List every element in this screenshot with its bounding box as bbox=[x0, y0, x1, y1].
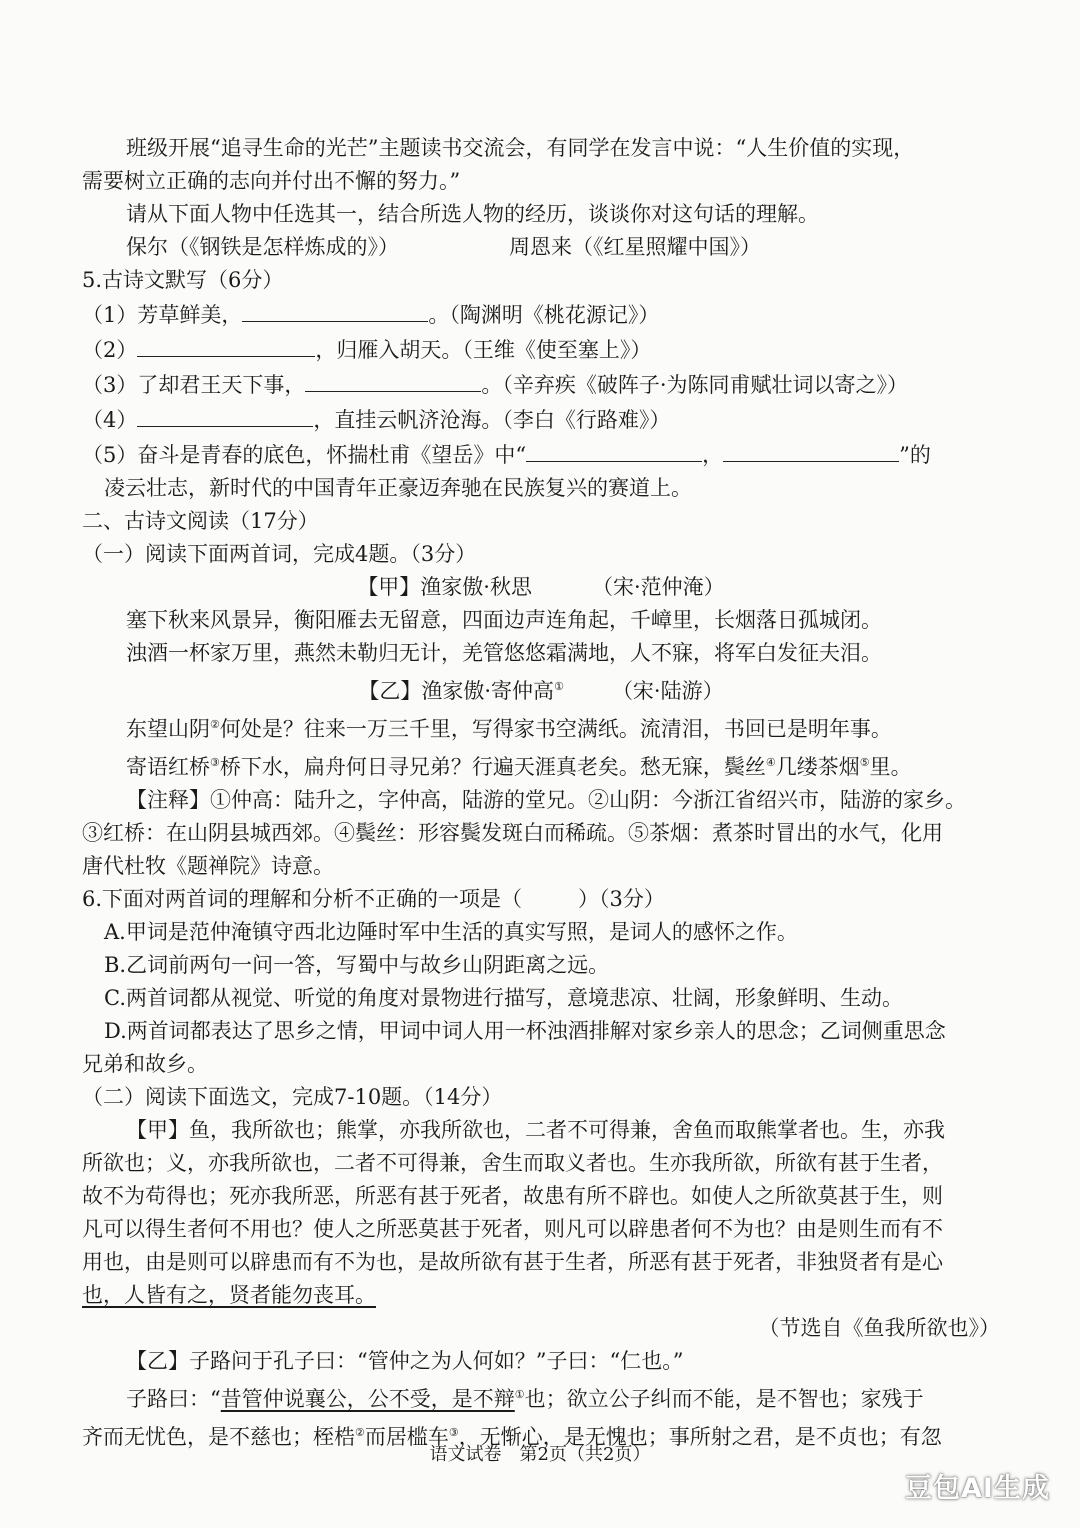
item-text: 。（辛弃疾《破阵子·为陈同甫赋壮词以寄之》） bbox=[481, 373, 909, 397]
poem-title bbox=[82, 670, 1000, 708]
poem-line bbox=[82, 708, 1000, 746]
stem-text: 6.下面对两首词的理解和分析不正确的一项是（ bbox=[82, 887, 523, 911]
answer-blank[interactable] bbox=[137, 402, 313, 427]
item-text: ，直挂云帆济沧海。（李白《行路难》） bbox=[313, 408, 671, 432]
page-footer: 语文试卷 第2页（共2页） bbox=[429, 1444, 651, 1465]
underlined-sentence: 昔管仲说襄公，公不受，是不辩 bbox=[220, 1387, 515, 1411]
item-text: （3）了却君王天下事， bbox=[82, 373, 306, 397]
poem-text: 东望山阴 bbox=[126, 717, 210, 741]
footnote-mark: ② bbox=[210, 718, 220, 731]
choice-b: B.乙词前两句一问一答，写蜀中与故乡山阴距离之远。 bbox=[104, 953, 610, 977]
passage-line bbox=[82, 1378, 1000, 1416]
answer-blank[interactable] bbox=[723, 437, 899, 462]
passage-text: ，无惭心，是无愧也；事所射之君，是不贞也；有忽 bbox=[458, 1425, 942, 1449]
footnote-mark: ⑤ bbox=[859, 756, 870, 769]
item-text: ”的 bbox=[899, 443, 931, 467]
fill-item bbox=[82, 332, 1000, 367]
footnote-mark: ① bbox=[514, 1388, 525, 1401]
passage-line: 所欲也；义，亦我所欲也，二者不可得兼，舍生而取义者也。生亦我所欲，所欲有甚于生者， bbox=[82, 1151, 943, 1175]
poem-text: 几缕茶烟 bbox=[775, 755, 860, 779]
choice-a: A.甲词是范仲淹镇守西北边陲时军中生活的真实写照，是词人的感怀之作。 bbox=[104, 920, 798, 944]
stem-text: ）（3分） bbox=[578, 887, 665, 911]
annotation: 唐代杜牧《题禅院》诗意。 bbox=[82, 854, 334, 878]
poem-text: 里。 bbox=[869, 755, 912, 779]
answer-blank[interactable] bbox=[242, 297, 428, 322]
choice-d-cont: 兄弟和故乡。 bbox=[82, 1052, 208, 1076]
passage-line: 凡可以得生者何不用也？使人之所恶莫甚于死者，则凡可以辟患者何不为也？由是则生而有不 bbox=[82, 1217, 943, 1241]
poem-text: 寄语红桥 bbox=[126, 755, 210, 779]
paragraph: 请从下面人物中任选其一，结合所选人物的经历，谈谈你对这句话的理解。 bbox=[126, 202, 819, 226]
footnote-mark: ④ bbox=[765, 756, 776, 769]
question-title: 5.古诗文默写（6分） bbox=[82, 268, 284, 292]
item-text: （2） bbox=[82, 338, 138, 362]
item-text: （4） bbox=[82, 408, 138, 432]
paragraph: 班级开展“追寻生命的光芒”主题读书交流会，有同学在发言中说：“人生价值的实现， bbox=[126, 136, 915, 160]
item-text: ，归雁入胡天。（王维《使至塞上》） bbox=[315, 338, 652, 362]
passage-text: 而居槛车 bbox=[364, 1425, 449, 1449]
item-text: （5）奋斗是青春的底色，怀揣杜甫《望岳》中“ bbox=[82, 443, 527, 467]
poem-name: 【乙】渔家傲·寄仲高 bbox=[358, 679, 555, 703]
paragraph: 凌云壮志，新时代的中国青年正豪迈奔驰在民族复兴的赛道上。 bbox=[104, 476, 692, 500]
annotation: ③红桥：在山阴县城西郊。④鬓丝：形容鬓发斑白而稀疏。⑤茶烟：煮茶时冒出的水气，化用 bbox=[82, 821, 943, 845]
annotation: 【注释】①仲高：陆升之，字仲高，陆游的堂兄。②山阴：今浙江省绍兴市，陆游的家乡。 bbox=[126, 788, 966, 812]
footnote-mark: ① bbox=[554, 680, 564, 693]
poem-author: （宋·范仲淹） bbox=[592, 575, 725, 599]
passage-text: 子路曰：“ bbox=[126, 1387, 221, 1411]
watermark: 豆包AI生成 bbox=[905, 1473, 1050, 1504]
item-text: （1）芳草鲜美， bbox=[82, 303, 243, 327]
poem-line: 塞下秋来风景异，衡阳雁去无留意，四面边声连角起，千嶂里，长烟落日孤城闭。 bbox=[126, 608, 882, 632]
poem-line: 浊酒一杯家万里，燕然未勒归无计，羌管悠悠霜满地，人不寐，将军白发征夫泪。 bbox=[126, 641, 882, 665]
choice-d: D.两首词都表达了思乡之情，甲词中词人用一杯浊酒排解对家乡亲人的思念；乙词侧重思念 bbox=[104, 1019, 946, 1043]
option-zhou: 周恩来（《红星照耀中国》） bbox=[509, 235, 761, 259]
character-options bbox=[82, 231, 1000, 264]
passage-text: 也；欲立公子纠而不能，是不智也；家残于 bbox=[524, 1387, 924, 1411]
passage-line: 【乙】子路问于孔子曰：“管仲之为人何如？”子曰：“仁也。” bbox=[126, 1349, 684, 1373]
poem-text: 桥下水，扁舟何日寻兄弟？行遍天涯真老矣。愁无寐，鬓丝 bbox=[219, 755, 766, 779]
footnote-mark: ③ bbox=[448, 1426, 459, 1439]
paragraph: 需要树立正确的志向并付出不懈的努力。” bbox=[82, 169, 461, 193]
fill-item bbox=[82, 437, 1000, 472]
poem-text: 何处是？往来一万三千里，写得家书空满纸。流清泪，书回已是明年事。 bbox=[219, 717, 892, 741]
section-title: 二、古诗文阅读（17分） bbox=[82, 509, 319, 533]
underlined-sentence: 也，人皆有之，贤者能勿丧耳。 bbox=[82, 1283, 376, 1307]
option-paul: 保尔（《钢铁是怎样炼成的》） bbox=[126, 235, 399, 259]
footnote-mark: ③ bbox=[210, 756, 220, 769]
question-stem bbox=[82, 883, 1000, 916]
part-title: （一）阅读下面两首词，完成4题。（3分） bbox=[82, 542, 477, 566]
passage-line bbox=[82, 1279, 1000, 1312]
passage-source: （节选自《鱼我所欲也》） bbox=[758, 1316, 1000, 1340]
answer-blank[interactable] bbox=[526, 437, 702, 462]
footnote-mark: ② bbox=[355, 1426, 365, 1439]
passage-line: 用也，由是则可以辟患而有不为也，是故所欲有甚于生者，所恶有甚于死者，非独贤者有是心 bbox=[82, 1250, 943, 1274]
poem-title bbox=[82, 571, 1000, 604]
answer-blank[interactable] bbox=[305, 367, 481, 392]
exam-page bbox=[82, 132, 1000, 1454]
fill-item bbox=[82, 367, 1000, 402]
fill-item bbox=[82, 402, 1000, 437]
poem-line bbox=[82, 746, 1000, 784]
passage-line: 故不为苟得也；死亦我所恶，所恶有甚于死者，故患有所不辟也。如使人之所欲莫甚于生，则 bbox=[82, 1184, 943, 1208]
choice-c: C.两首词都从视觉、听觉的角度对景物进行描写，意境悲凉、壮阔，形象鲜明、生动。 bbox=[104, 986, 903, 1010]
fill-item bbox=[82, 297, 1000, 332]
passage-text: 齐而无忧色，是不慈也；桎梏 bbox=[82, 1425, 355, 1449]
poem-author: （宋·陆游） bbox=[611, 679, 724, 703]
item-text: ， bbox=[702, 443, 724, 467]
passage-line: 【甲】鱼，我所欲也；熊掌，亦我所欲也，二者不可得兼，舍鱼而取熊掌者也。生，亦我 bbox=[126, 1118, 945, 1142]
part-title: （二）阅读下面选文，完成7-10题。（14分） bbox=[82, 1085, 503, 1109]
item-text: 。（陶渊明《桃花源记》） bbox=[428, 303, 660, 327]
poem-name: 【甲】渔家傲·秋思 bbox=[357, 575, 532, 599]
answer-blank[interactable] bbox=[137, 332, 315, 357]
